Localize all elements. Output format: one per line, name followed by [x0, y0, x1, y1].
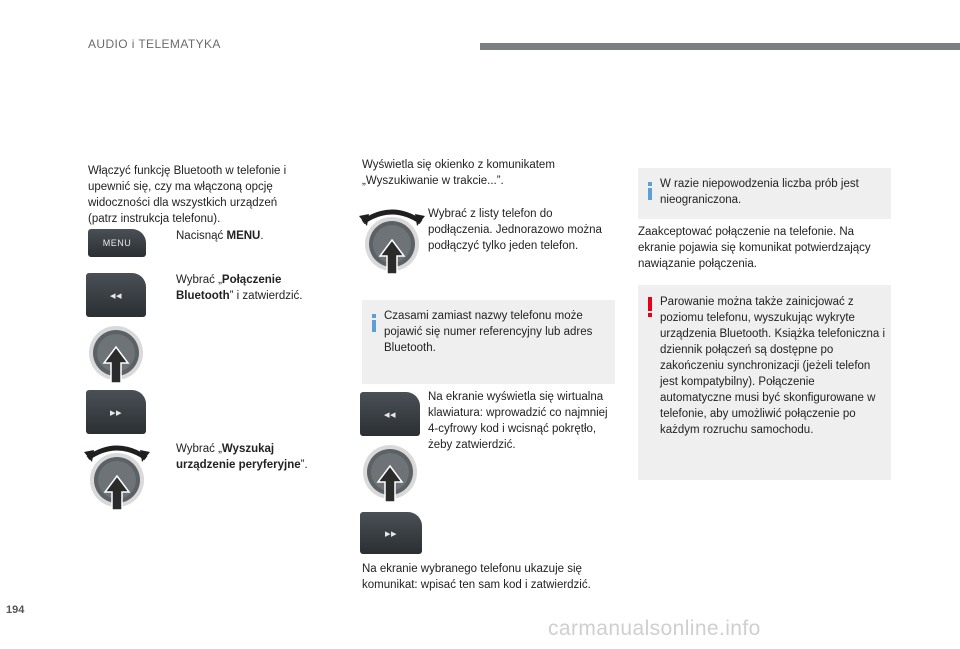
seek-forward-button-icon: ▸▸ [360, 512, 422, 554]
step-search-bold: Wyszukaj urządzenie peryferyjne [176, 443, 301, 471]
page-number: 194 [6, 604, 25, 616]
col3-accept: Zaakceptować połączenie na telefonie. Na ekranie pojawia się komunikat potwierdzający nawiązanie połączenia. [638, 226, 871, 270]
seek-back-button-icon: ◂◂ [360, 392, 420, 436]
step-menu-suffix: . [260, 230, 264, 242]
rotary-knob-icon [88, 325, 148, 385]
info-text-attempts: W razie niepowodzenia liczba prób jest nieograniczona. [660, 178, 859, 206]
step-press-menu [176, 228, 326, 244]
warning-icon [648, 297, 652, 317]
col1-intro: Włączyć funkcję Bluetooth w telefonie i upewnić się, czy ma włączoną opcję widoczności dla wszystkich urządzeń (patrz instrukcja telefonu). [88, 165, 287, 225]
step-search-suffix: ”. [300, 459, 308, 471]
info-text-reference: Czasami zamiast nazwy telefonu może pojawić się numer referencyjny lub adres Bluetooth. [384, 310, 593, 354]
step-select-bluetooth [176, 272, 321, 304]
info-icon [372, 314, 376, 332]
step-menu-prefix: Nacisnąć [176, 230, 227, 242]
step-conn-suffix: ” i zatwierdzić. [229, 290, 303, 302]
step-keyboard: Na ekranie wyświetla się wirtualna klawiatura: wprowadzić co najmniej 4-cyfrowy kod i wcisnąć pokrętło, żeby zatwierdzić. [428, 391, 608, 451]
rotate-arrow-icon [82, 440, 152, 512]
rotary-knob-icon [362, 444, 422, 504]
step-menu-bold: MENU [226, 230, 261, 242]
seek-back-button-icon: ◂◂ [86, 273, 146, 317]
header-bar [480, 43, 960, 50]
step-search-prefix: Wybrać „ [176, 443, 222, 455]
step-conn-bold: Połączenie Bluetooth [176, 274, 282, 302]
info-box-reference [362, 300, 615, 384]
seek-forward-button-icon: ▸▸ [86, 390, 146, 434]
warning-text: Parowanie można także zainicjować z poziomu telefonu, wyszukując wykryte urządzenia Bluetooth. Książka telefoniczna i dziennik połączeń są dostępne po zakończeniu synchronizacji (jeżeli telefon jest kompatybilny). Połączenie automatyczne musi być skonfigurowane w telefonie, aby umożliwić połączenie po każdym rozruchu samochodu. [660, 296, 886, 436]
section-title: AUDIO i TELEMATYKA [88, 37, 221, 51]
col2-intro: Wyświetla się okienko z komunikatem „Wyszukiwanie w trakcie...”. [362, 159, 555, 187]
info-box-attempts [638, 168, 891, 219]
step-select-phone: Wybrać z listy telefon do podłączenia. Jednorazowo można podłączyć tylko jeden telefon. [428, 208, 602, 252]
col2-outro: Na ekranie wybranego telefonu ukazuje się komunikat: wpisać ten sam kod i zatwierdzić. [362, 563, 591, 591]
step-conn-prefix: Wybrać „ [176, 274, 222, 286]
menu-button-icon [88, 229, 146, 257]
watermark: carmanualsonline.info [548, 617, 761, 640]
info-icon [648, 182, 652, 200]
rotate-arrow-icon [357, 204, 427, 276]
step-search-device [176, 441, 326, 473]
menu-button-label: MENU [102, 238, 132, 248]
warning-box [638, 285, 891, 480]
